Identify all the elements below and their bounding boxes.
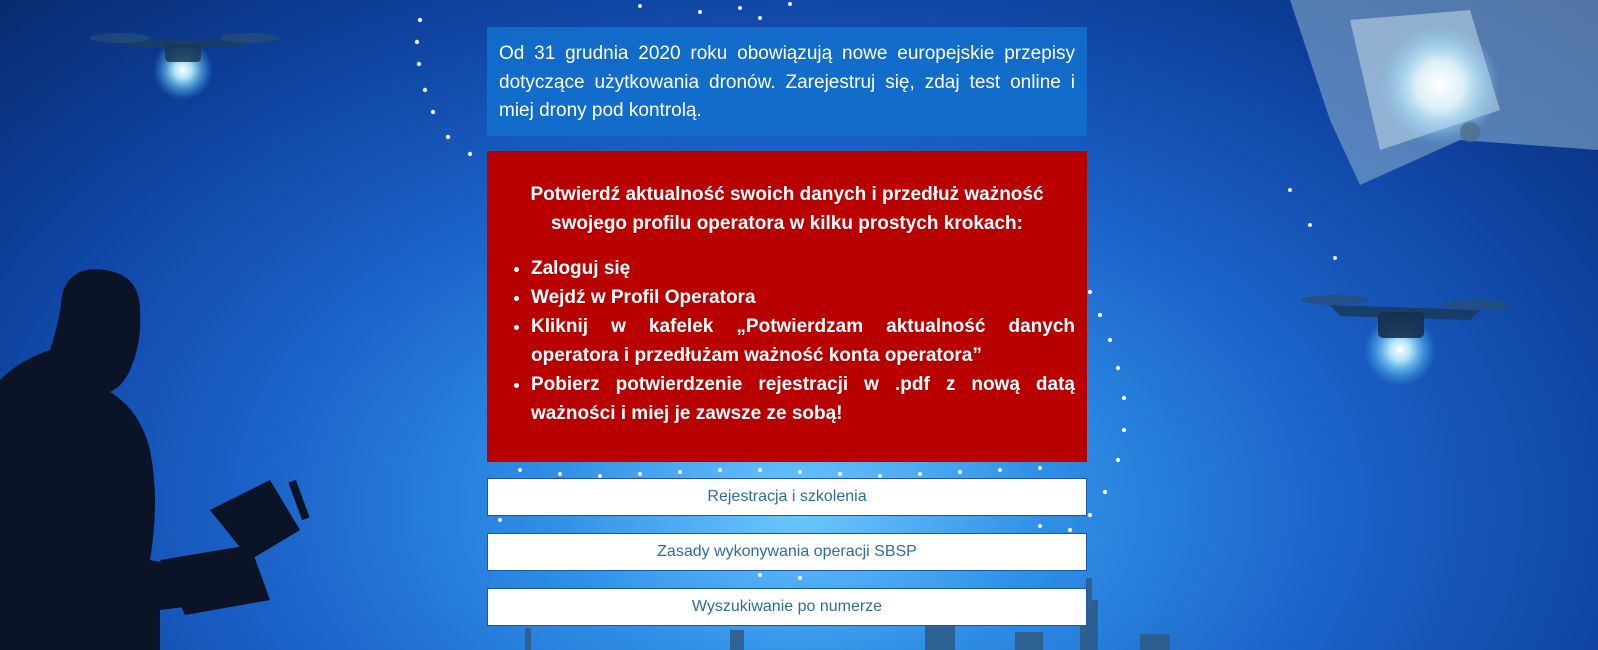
drone-top-right — [1290, 0, 1598, 185]
step-item-download: • Pobierz potwierdzenie rejestracji w .pdf z nową datą ważności i miej je zawsze ze sobą! — [531, 370, 1075, 428]
step-item-profile: • Wejdź w Profil Operatora — [531, 283, 1075, 312]
step-item-login: • Zaloguj się — [531, 254, 1075, 283]
step-item-tile: • Kliknij w kafelek „Potwierdzam aktualność danych operatora i przedłużam ważność konta operatora” — [531, 312, 1075, 370]
intro-text: Od 31 grudnia 2020 roku obowiązują nowe europejskie przepisy dotyczące użytkowania dronów. Zarejestruj się, zdaj test online i miej drony pod kontrolą. — [499, 43, 1075, 121]
notice-box — [487, 151, 1087, 462]
operator-silhouette — [0, 269, 310, 650]
drone-top-left — [90, 33, 280, 100]
drone-right-mid — [1301, 295, 1509, 386]
notice-heading: Potwierdź aktualność swoich danych i przedłuż ważność swojego profilu operatora w kilku prostych krokach: — [530, 184, 1044, 234]
steps-list — [499, 254, 1075, 428]
search-by-number-button[interactable]: Wyszukiwanie po numerze — [487, 588, 1087, 626]
intro-box — [487, 27, 1087, 136]
sbsp-rules-button[interactable]: Zasady wykonywania operacji SBSP — [487, 533, 1087, 571]
main-content — [487, 27, 1087, 626]
registration-training-button[interactable]: Rejestracja i szkolenia — [487, 478, 1087, 516]
